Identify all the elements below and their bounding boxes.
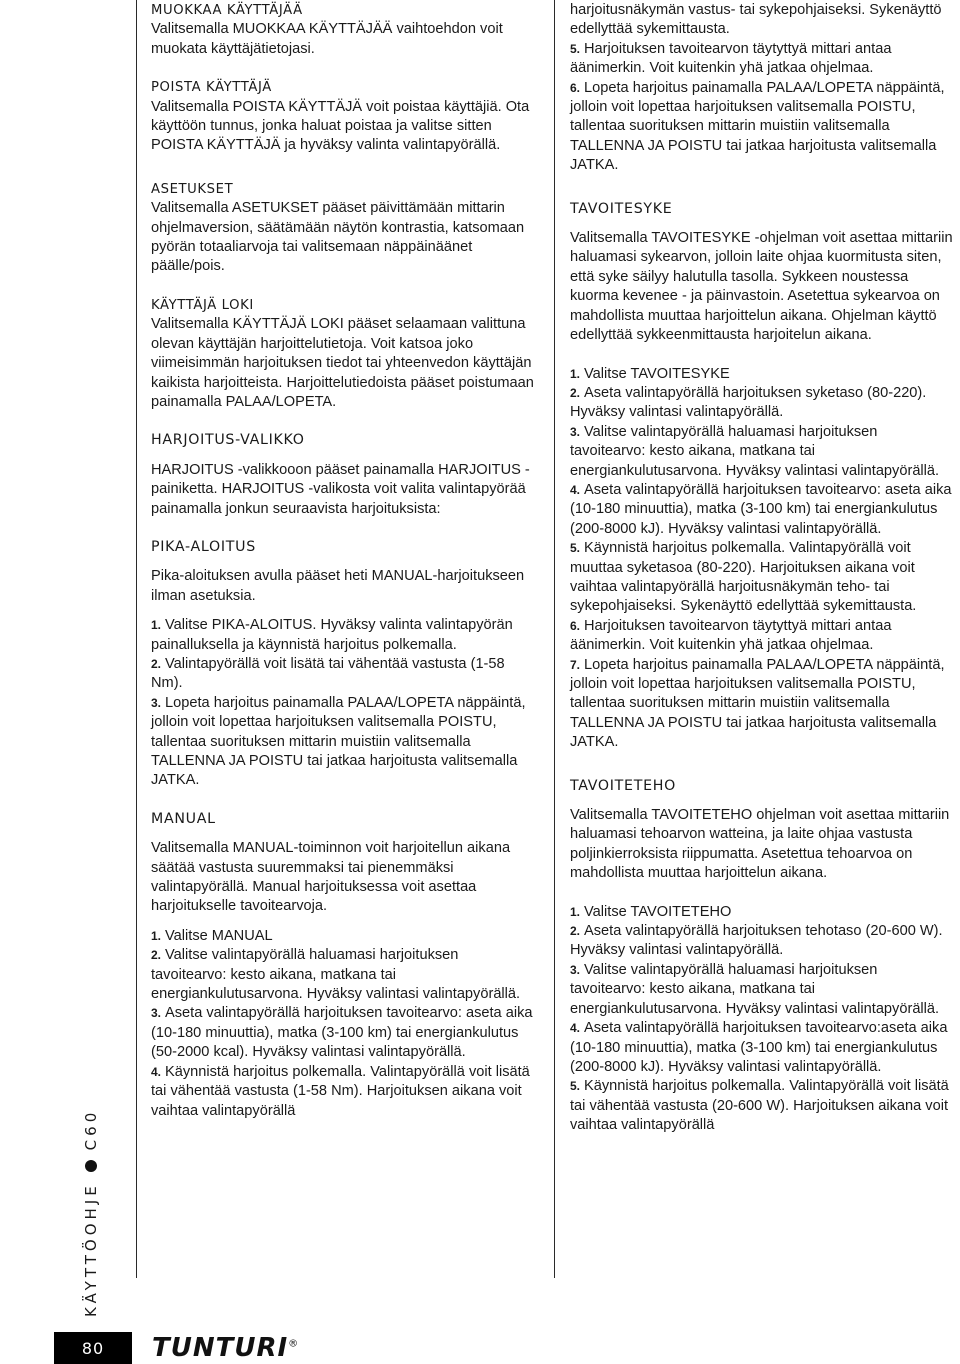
list-item: 6. Harjoituksen tavoitearvon täytyttyä mittari antaa äänimerkin. Voit kuitenkin yhä jatkaa ohjelmaa. xyxy=(570,617,892,654)
heading-loki: KÄYTTÄJÄ LOKI xyxy=(151,297,254,313)
heading-pika: PIKA-ALOITUS xyxy=(151,538,256,555)
text-harjoitus: HARJOITUS -valikkooon pääset painamalla HARJOITUS -painiketta. HARJOITUS -valikosta voit valita valintapyörää painamalla jonkun seuraavista harjoituksista: xyxy=(151,461,530,517)
list-item: 2. Valintapyörällä voit lisätä tai vähentää vastusta (1-58 Nm). xyxy=(151,655,505,692)
text-tavoitesyke: Valitsemalla TAVOITESYKE -ohjelman voit asettaa mittariin haluamasi sykearvon, jolloin laite ohjaa kuormitusta siten, että syke säilyy halutulla tasolla. Sykkeen noustessa kuorma kevenee - ja päinvastoin. Asetettua sykearvoa on mahdollista muuttaa harjoittelun aikana. Ohjelman käyttö edellyttää sykkeenmittausta harjoitelun aikana. xyxy=(570,230,953,344)
brand-text: TUNTURI xyxy=(152,1333,289,1363)
list-item: 3. Aseta valintapyörällä harjoituksen tavoitearvo: aseta aika (10-180 minuuttia), matka (3-100 km) tai energiankulutus (50-2000 kcal). Hyväksy valintasi valintapyörällä. xyxy=(151,1005,533,1061)
list-item: 4. Käynnistä harjoitus polkemalla. Valintapyörällä voit lisätä tai vähentää vastusta (1-58 Nm). Harjoituksen aikana voit vaihtaa valintapyörällä xyxy=(151,1063,530,1119)
list-item: 1. Valitse TAVOITESYKE xyxy=(570,365,730,382)
heading-tavoitesyke: TAVOITESYKE xyxy=(570,200,673,217)
steps-pika xyxy=(151,616,536,791)
section-asetukset xyxy=(151,180,536,277)
list-item: 2. Aseta valintapyörällä harjoituksen tehotaso (20-600 W). Hyväksy valintasi valintapyörällä. xyxy=(570,923,943,959)
section-manual xyxy=(151,810,536,1121)
list-item: 2. Aseta valintapyörällä harjoituksen syketaso (80-220). Hyväksy valintasi valintapyörällä. xyxy=(570,384,927,421)
side-label-left: KÄYTTÖOHJE xyxy=(82,1182,100,1317)
text-manual-continued: harjoitusnäkymän vastus- tai sykepohjaiseksi. Sykenäyttö edellyttää sykemittausta. xyxy=(570,2,942,38)
section-manual-continued xyxy=(570,1,955,176)
heading-poista: POISTA KÄYTTÄJÄ xyxy=(151,80,272,96)
section-muokkaa xyxy=(151,1,536,59)
list-item: 1. Valitse TAVOITETEHO xyxy=(570,903,732,920)
steps-tavoitesyke xyxy=(570,365,955,753)
heading-asetukset: ASETUKSET xyxy=(151,181,234,197)
heading-manual: MANUAL xyxy=(151,810,216,827)
section-pika xyxy=(151,538,536,791)
list-item: 6. Lopeta harjoitus painamalla PALAA/LOPETA näppäintä, jolloin voit lopettaa harjoituksen valitsemalla POISTU, tallentaa suorituksen mittarin muistiin valitsemalla TALLENNA JA POISTU tai jatkaa harjoitusta valitsemalla JATKA. xyxy=(570,79,945,174)
section-tavoiteteho xyxy=(570,777,955,1136)
section-tavoitesyke xyxy=(570,200,955,753)
brand-logo xyxy=(152,1333,299,1363)
section-harjoitus xyxy=(151,431,536,519)
list-item: 7. Lopeta harjoitus painamalla PALAA/LOPETA näppäintä, jolloin voit lopettaa harjoituksen valitsemalla POISTU, tallentaa suorituksen mittarin muistiin valitsemalla TALLENNA JA POISTU tai jatkaa harjoitusta valitsemalla JATKA. xyxy=(570,656,945,751)
list-item: 3. Valitse valintapyörällä haluamasi harjoituksen tavoitearvo: kesto aikana, matkana tai energiankulutusarvona. Hyväksy valintasi valintapyörällä. xyxy=(570,961,940,1017)
list-item: 1. Valitse MANUAL xyxy=(151,927,273,944)
heading-muokkaa: MUOKKAA KÄYTTÄJÄÄ xyxy=(151,3,303,18)
list-item: 4. Aseta valintapyörällä harjoituksen tavoitearvo:aseta aika (10-180 minuuttia), matka (3-100 km) tai energiankulutus (200-8000 kJ). Hyväksy valintasi valintapyörällä. xyxy=(570,1020,948,1075)
list-item: 1. Valitse PIKA-ALOITUS. Hyväksy valinta valintapyörän painalluksella ja käynnistä harjoitus polkemalla. xyxy=(151,617,513,653)
text-manual: Valitsemalla MANUAL-toiminnon voit harjoitellun aikana säätää vastusta suuremmaksi tai pienemmäksi valintapyörällä. Manual harjoituksessa voit asettaa harjoitukselle tavoitearvoja. xyxy=(151,840,511,915)
list-item: 3. Valitse valintapyörällä haluamasi harjoituksen tavoitearvo: kesto aikana, matkana tai energiankulutusarvona. Hyväksy valintasi valintapyörällä. xyxy=(570,423,940,479)
right-column xyxy=(570,0,955,1136)
column-divider xyxy=(554,0,555,1278)
left-rule xyxy=(136,0,137,1278)
heading-tavoiteteho: TAVOITETEHO xyxy=(570,777,676,794)
heading-harjoitus: HARJOITUS-VALIKKO xyxy=(151,432,305,449)
list-item: 3. Lopeta harjoitus painamalla PALAA/LOPETA näppäintä, jolloin voit lopettaa harjoituksen valitsemalla POISTU, tallentaa suorituksen mittarin muistiin valitsemalla TALLENNA JA POISTU tai jatkaa harjoitusta valitsemalla JATKA. xyxy=(151,694,526,789)
steps-manual xyxy=(151,927,536,1121)
list-item: 2. Valitse valintapyörällä haluamasi harjoituksen tavoitearvo: kesto aikana, matkana tai energiankulutusarvona. Hyväksy valintasi valintapyörällä. xyxy=(151,947,521,1003)
dot-icon xyxy=(85,1160,97,1172)
list-item: 5. Käynnistä harjoitus polkemalla. Valintapyörällä voit muuttaa syketasoa (80-220). Harjoituksen aikana voit vaihtaa valintapyörällä harjoitusnäkymän teho- tai sykepohjaiseksi. Sykenäyttö edellyttää sykemittausta. xyxy=(570,540,917,615)
text-tavoiteteho: Valitsemalla TAVOITETEHO ohjelman voit asettaa mittariin haluamasi tehoarvon watteina, ja laite ohjaa vastusta poljinkierroksista riippumatta. Asetettua tehoarvoa on mahdollista muuttaa harjoittelun aikana. xyxy=(570,807,950,882)
text-muokkaa: Valitsemalla MUOKKAA KÄYTTÄJÄÄ vaihtoehdon voit muokata käyttäjätietojasi. xyxy=(151,21,503,57)
text-loki: Valitsemalla KÄYTTÄJÄ LOKI pääset selaamaan valittuna olevan käyttäjän harjoittelutietoja. Voit katsoa joko viimeisimmän harjoituksen tiedot tai yhteenvedon käyttäjän kaikista harjoitteista. Harjoittelutiedoista pääset poistumaan painamalla PALAA/LOPETA. xyxy=(151,316,534,410)
brand-mark: ® xyxy=(288,1338,300,1350)
text-poista: Valitsemalla POISTA KÄYTTÄJÄ voit poistaa käyttäjiä. Ota käyttöön tunnus, jonka haluat poistaa ja valitse sitten POISTA KÄYTTÄJÄ ja hyväksy valinta valintapyörällä. xyxy=(151,98,530,154)
steps-tavoiteteho xyxy=(570,903,955,1136)
list-item: 4. Aseta valintapyörällä harjoituksen tavoitearvo: aseta aika (10-180 minuuttia), matka (3-100 km) tai energiankulutus (200-8000 kJ). Hyväksy valintasi valintapyörällä. xyxy=(570,481,952,537)
page-number: 80 xyxy=(54,1332,132,1364)
list-item: 5. Käynnistä harjoitus polkemalla. Valintapyörällä voit lisätä tai vähentää vastusta (20-600 W). Harjoituksen aikana voit vaihtaa valintapyörällä xyxy=(570,1078,949,1134)
side-label-right: C60 xyxy=(82,1108,100,1151)
text-pika: Pika-aloituksen avulla pääset heti MANUAL-harjoitukseen ilman asetuksia. xyxy=(151,568,525,604)
left-column xyxy=(151,0,536,1121)
section-loki xyxy=(151,296,536,412)
section-poista xyxy=(151,78,536,156)
text-asetukset: Valitsemalla ASETUKSET pääset päivittämään mittarin ohjelmaversion, säätämään näytön kontrastia, katsomaan pyörän totaaliarvoja tai valitsemaan näppäinäänet päälle/pois. xyxy=(151,200,525,275)
steps-manual-continued xyxy=(570,40,955,176)
list-item: 5. Harjoituksen tavoitearvon täytyttyä mittari antaa äänimerkin. Voit kuitenkin yhä jatkaa ohjelmaa. xyxy=(570,40,892,77)
side-label xyxy=(82,1109,100,1317)
